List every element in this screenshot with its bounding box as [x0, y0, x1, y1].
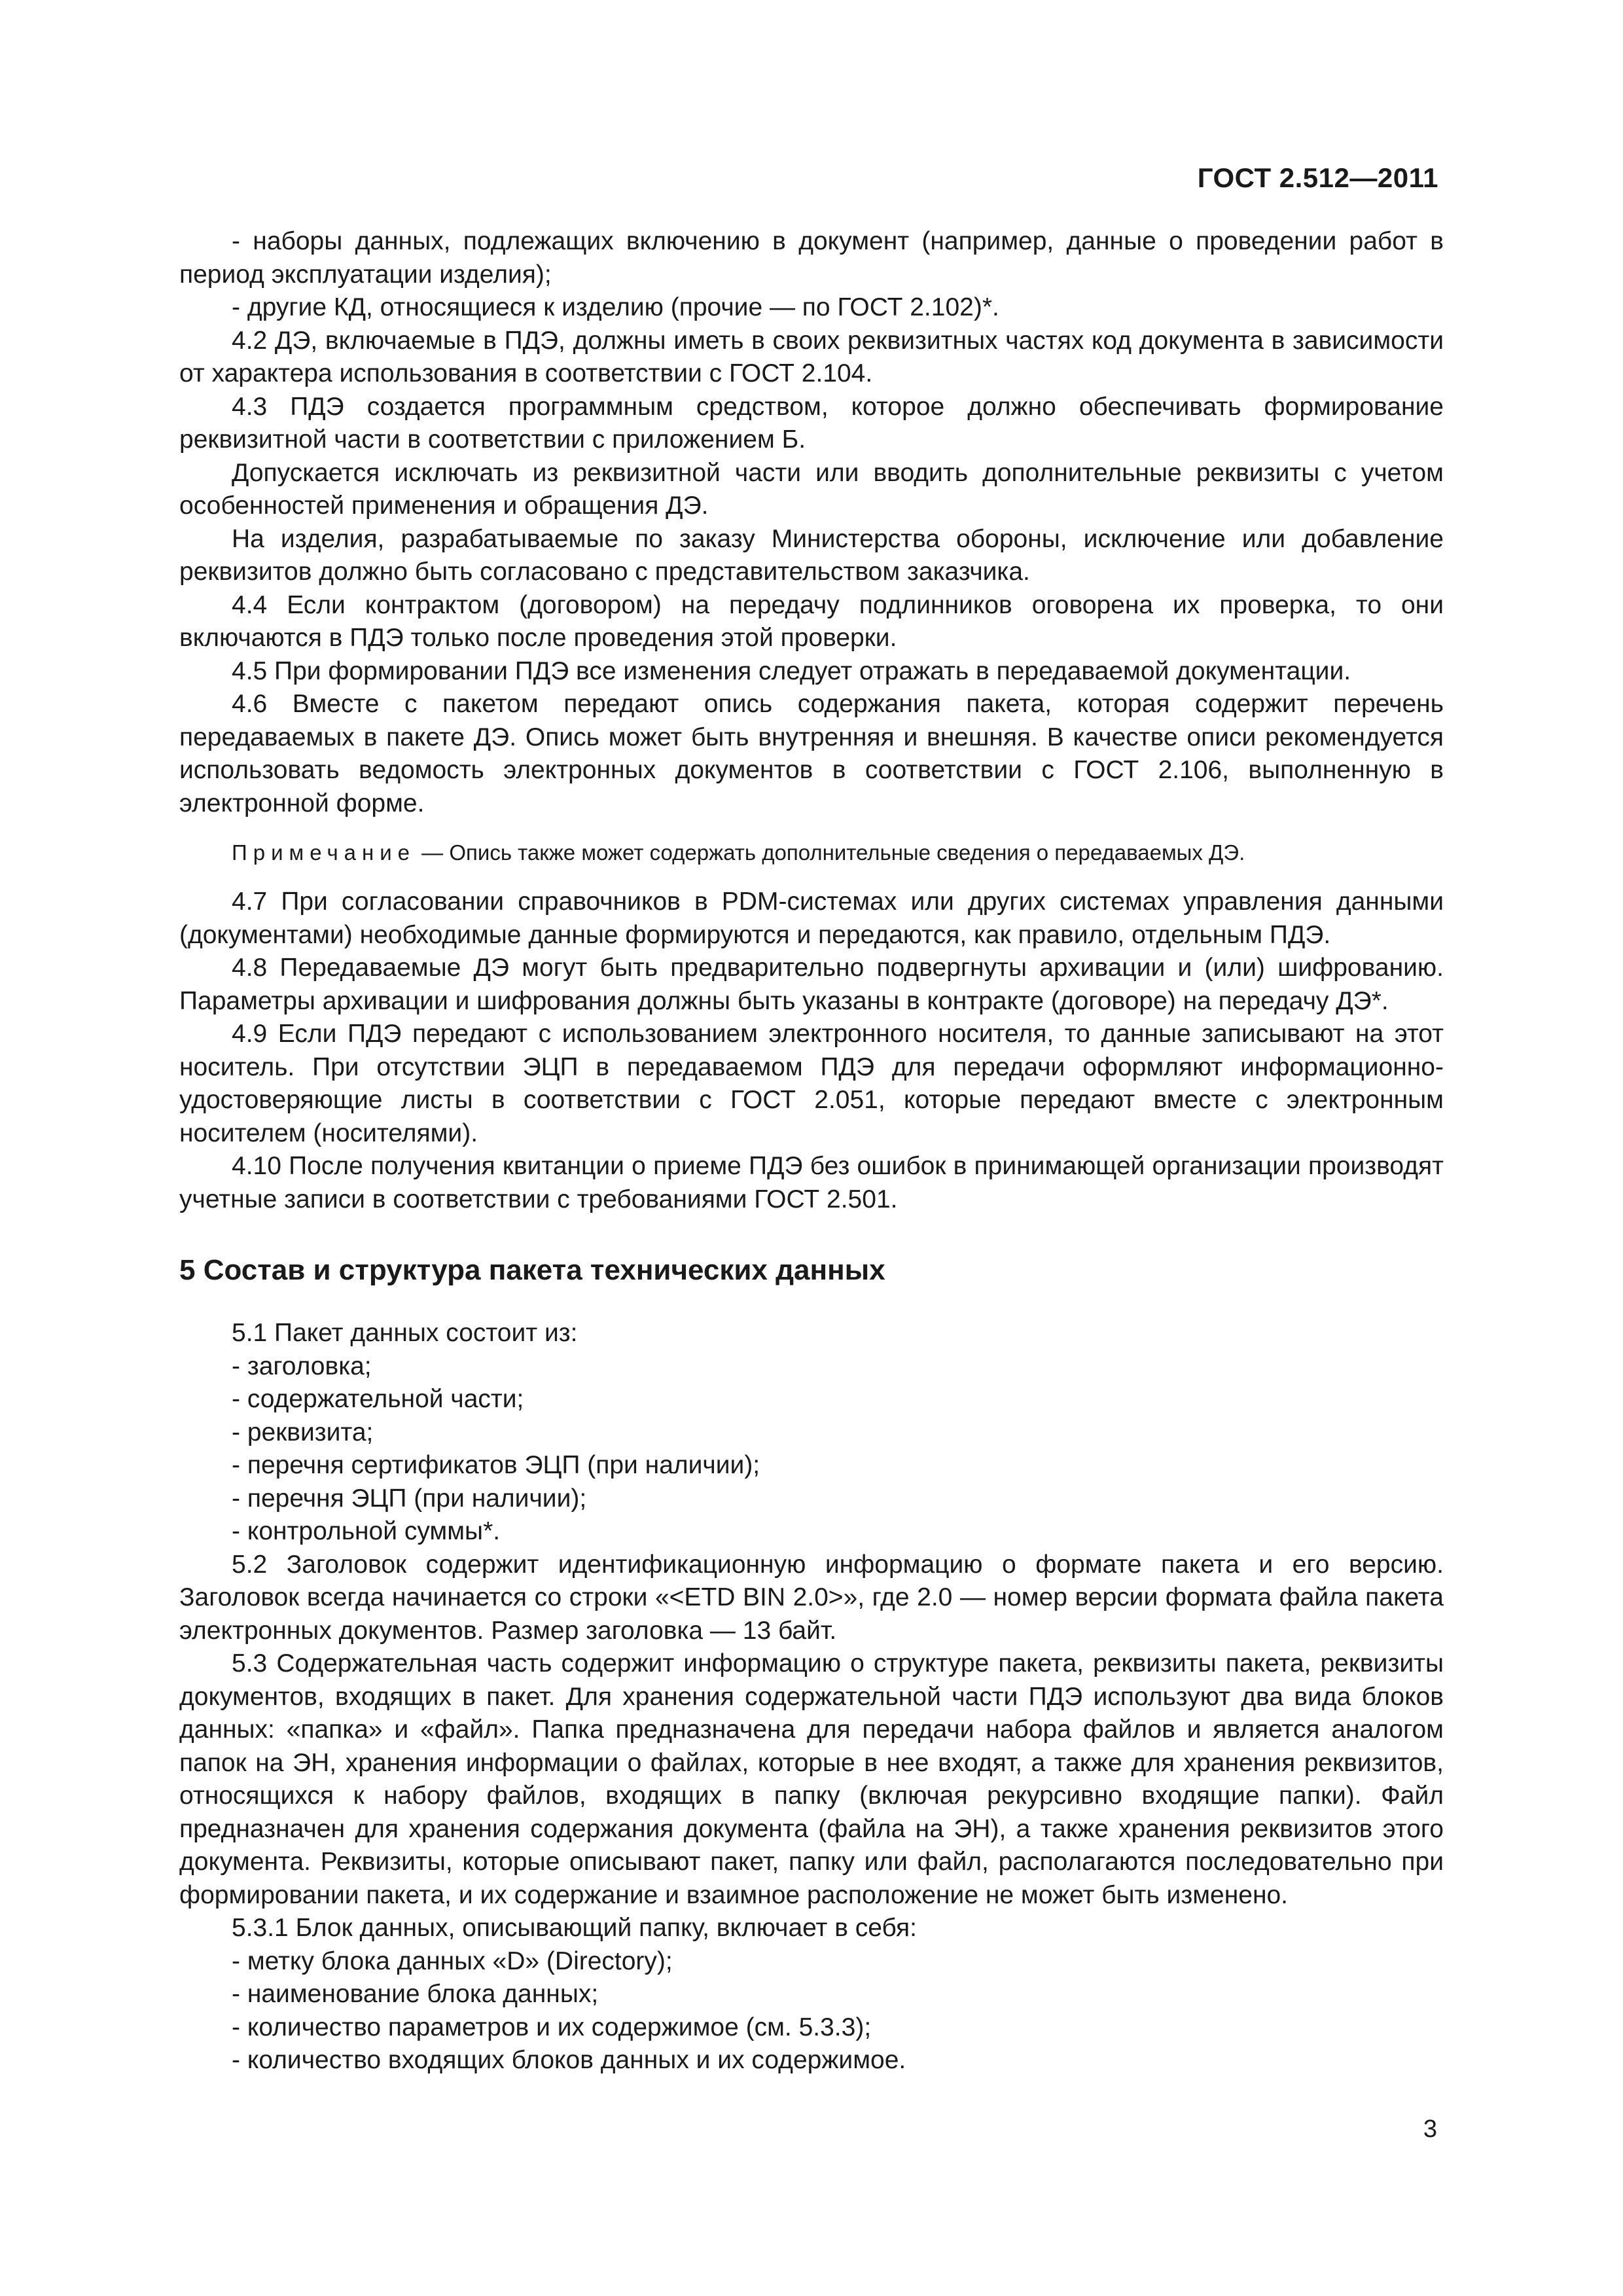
note-text: — Опись также может содержать дополнительные сведения о передаваемых ДЭ. — [416, 840, 1245, 865]
list-item: - перечня ЭЦП (при наличии); — [232, 1484, 587, 1513]
list-item: - содержательной части; — [232, 1385, 524, 1413]
paragraph: 4.9 Если ПДЭ передают с использованием электронного носителя, то данные записывают на этот носитель. При отсутствии ЭЦП в передаваемом ПДЭ для передачи оформляют информационно-удостоверяющие листы в соответствии с ГОСТ 2.051, которые передают вместе с электронным носителем (носителями). — [179, 1020, 1444, 1147]
section-heading: 5 Состав и структура пакета технических данных — [179, 1254, 885, 1286]
list-item: - наименование блока данных; — [232, 1980, 599, 2008]
paragraph: - другие КД, относящиеся к изделию (прочие — по ГОСТ 2.102)*. — [232, 293, 999, 321]
paragraph: Допускается исключать из реквизитной части или вводить дополнительные реквизиты с учетом особенностей применения и обращения ДЭ. — [179, 458, 1444, 520]
paragraph: 5.2 Заголовок содержит идентификационную информацию о формате пакета и его версию. Заголовок всегда начинается со строки «<ETD BIN 2.0>», где 2.0 — номер версии формата файла пакета электронных документов. Размер заголовка — 13 байт. — [179, 1550, 1444, 1645]
paragraph: 4.10 После получения квитанции о приеме ПДЭ без ошибок в принимающей организации производят учетные записи в соответствии с требованиями ГОСТ 2.501. — [179, 1152, 1444, 1213]
paragraph: 4.2 ДЭ, включаемые в ПДЭ, должны иметь в своих реквизитных частях код документа в зависимости от характера использования в соответствии с ГОСТ 2.104. — [179, 326, 1444, 387]
paragraph: 4.4 Если контрактом (договором) на передачу подлинников оговорена их проверка, то они включаются в ПДЭ только после проведения этой проверки. — [179, 590, 1444, 652]
list-item: - количество параметров и их содержимое (см. 5.3.3); — [232, 2013, 872, 2041]
page-number: 3 — [1423, 2115, 1437, 2143]
paragraph: 5.1 Пакет данных состоит из: — [232, 1319, 578, 1347]
paragraph: 4.5 При формировании ПДЭ все изменения следует отражать в передаваемой документации. — [232, 656, 1351, 685]
paragraph: 4.6 Вместе с пакетом передают опись содержания пакета, которая содержит перечень передаваемых в пакете ДЭ. Опись может быть внутренняя и внешняя. В качестве описи рекомендуется использовать ведомость электронных документов в соответствии с ГОСТ 2.106, выполненную в электронной форме. — [179, 690, 1444, 817]
list-item: - реквизита; — [232, 1418, 374, 1446]
paragraph: 5.3.1 Блок данных, описывающий папку, включает в себя: — [232, 1914, 917, 1942]
paragraph: 4.7 При согласовании справочников в PDM-системах или других системах управления данными (документами) необходимые данные формируются и передаются, как правило, отдельным ПДЭ. — [179, 888, 1444, 949]
paragraph: - наборы данных, подлежащих включению в документ (например, данные о проведении работ в период эксплуатации изделия); — [179, 227, 1444, 289]
note-label: Примечание — [232, 840, 416, 865]
paragraph: На изделия, разрабатываемые по заказу Министерства обороны, исключение или добавление реквизитов должно быть согласовано с представительством заказчика. — [179, 524, 1444, 586]
paragraph: 4.8 Передаваемые ДЭ могут быть предварительно подвергнуты архивации и (или) шифрованию. Параметры архивации и шифрования должны быть указаны в контракте (договоре) на передачу ДЭ*. — [179, 954, 1444, 1015]
list-item: - заголовка; — [232, 1352, 372, 1380]
list-item: - метку блока данных «D» (Directory); — [232, 1946, 673, 1975]
note — [179, 838, 1444, 867]
list-item: - количество входящих блоков данных и их содержимое. — [232, 2046, 906, 2074]
paragraph: 5.3 Содержательная часть содержит информацию о структуре пакета, реквизиты пакета, реквизиты документов, входящих в пакет. Для хранения содержательной части ПДЭ используют два вида блоков данных: «папка» и «файл». Папка предназначена для передачи набора файлов и является аналогом папок на ЭН, хранения информации о файлах, которые в нее входят, а также для хранения реквизитов, относящихся к набору файлов, входящих в папку (включая рекурсивно входящие папки). Файл предназначен для хранения содержания документа (файла на ЭН), а также хранения реквизитов этого документа. Реквизиты, которые описывают пакет, папку или файл, располагаются последовательно при формировании пакета, и их содержание и взаимное расположение не может быть изменено. — [179, 1649, 1444, 1909]
paragraph: 4.3 ПДЭ создается программным средством, которое должно обеспечивать формирование реквизитной части в соответствии с приложением Б. — [179, 392, 1444, 454]
list-item: - перечня сертификатов ЭЦП (при наличии); — [232, 1451, 760, 1479]
document-body — [179, 225, 1444, 2077]
list-item: - контрольной суммы*. — [232, 1517, 501, 1545]
document-code-header: ГОСТ 2.512—2011 — [1197, 162, 1438, 193]
